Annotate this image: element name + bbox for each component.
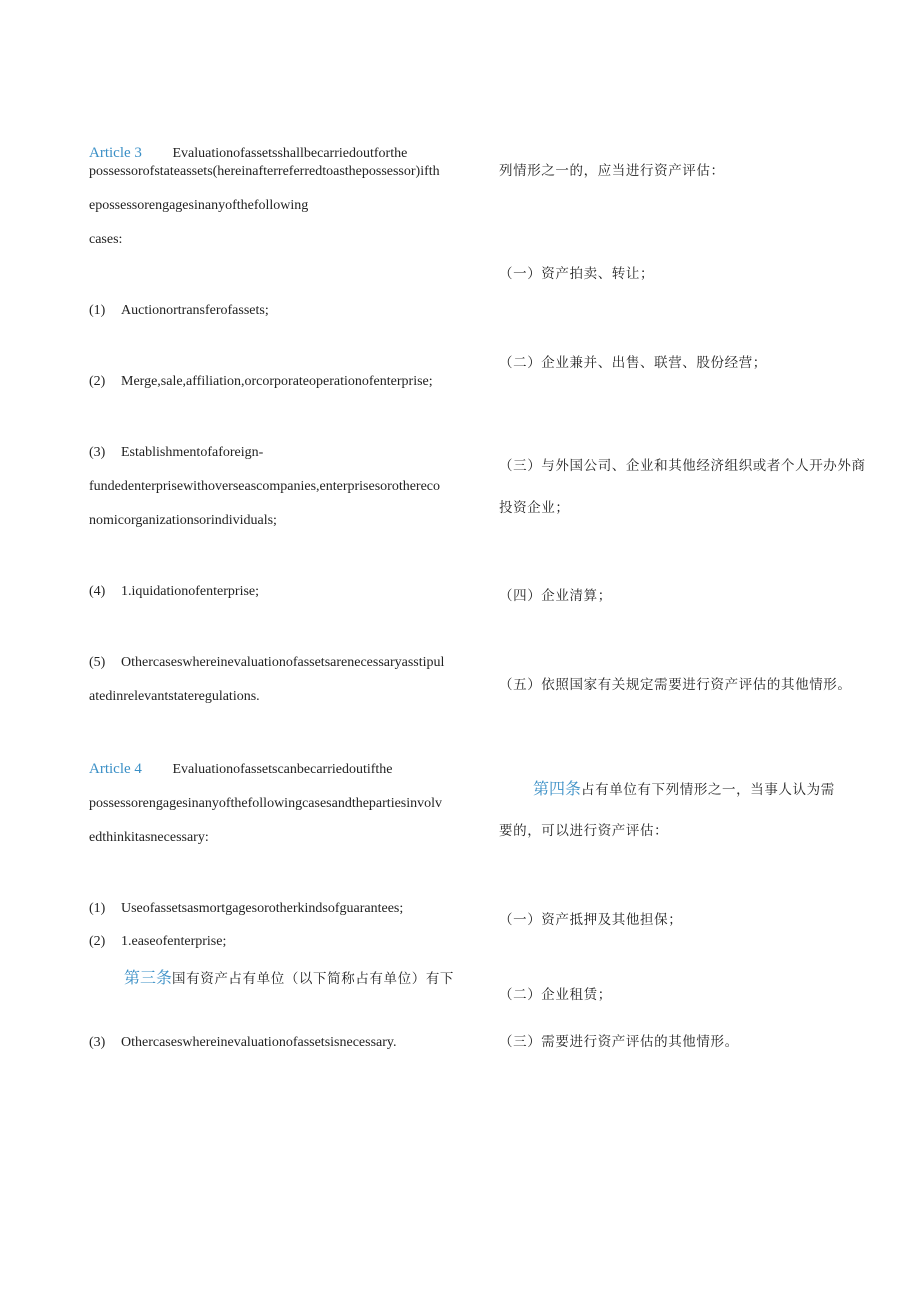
item-text: Othercaseswhereinevaluationofassetsisnecessary. (121, 1035, 397, 1050)
item-number: (3) (89, 445, 106, 460)
list-item (89, 583, 259, 601)
item-number: (2) (89, 934, 106, 949)
item-text-continued: nomicorganizationsorindividuals; (89, 513, 277, 528)
cn-line: （五）依照国家有关规定需要进行资产评估的其他情形。 (499, 677, 852, 693)
article-3-line-1: Evaluationofassetsshallbecarriedoutforthe (172, 146, 408, 161)
item-number: (2) (89, 374, 106, 389)
cn-line: （三）与外国公司、企业和其他经济组织或者个人开办外商 (499, 458, 866, 474)
item-number: (3) (89, 1035, 106, 1050)
article-4-cn-heading (533, 778, 835, 802)
list-item (89, 444, 263, 462)
article-4-cn-label: 第四条 (533, 779, 582, 798)
article-4-cn-text: 占有单位有下列情形之一，当事人认为需 (581, 782, 835, 798)
item-text-continued: fundedenterprisewithoverseascompanies,enterprisesorothereco (89, 479, 441, 494)
item-number: (5) (89, 655, 106, 670)
cn-line: （一）资产抵押及其他担保； (499, 912, 683, 928)
list-item (89, 900, 403, 918)
article-4-line-1: Evaluationofassetscanbecarriedoutifthe (172, 762, 393, 777)
article-4-line-2: possessorengagesinanyofthefollowingcasesandthepartiesinvolv (89, 796, 443, 811)
article-4-line-3: edthinkitasnecessary: (89, 830, 209, 845)
list-item (89, 302, 269, 320)
list-item (89, 1034, 396, 1052)
cn-line: （三）需要进行资产评估的其他情形。 (499, 1034, 739, 1050)
item-text: 1.easeofenterprise; (121, 934, 227, 949)
article-3-line-3: epossessorengagesinanyofthefollowing (89, 198, 309, 213)
cn-line: 投资企业； (499, 500, 570, 516)
item-text: Merge,sale,affiliation,orcorporateoperationofenterprise; (121, 374, 433, 389)
item-text: Othercaseswhereinevaluationofassetsarenecessaryasstipul (121, 655, 445, 670)
item-text: Useofassetsasmortgagesorotherkindsofguarantees; (121, 901, 404, 916)
article-3-cn-label: 第三条 (124, 968, 173, 987)
cn-line: （二）企业租赁； (499, 987, 612, 1003)
article-3-cn-heading (124, 967, 454, 991)
article-3-line-2: possessorofstateassets(hereinafterreferredtoasthepossessor)ifth (89, 164, 440, 179)
cn-line: （四）企业清算； (499, 588, 612, 604)
article-3-label: Article 3 (89, 145, 142, 161)
cn-line: （一）资产拍卖、转让； (499, 266, 655, 282)
cn-line: （二）企业兼并、出售、联营、股份经营； (499, 355, 767, 371)
item-text: Establishmentofaforeign- (121, 445, 264, 460)
article-4-heading (89, 760, 393, 779)
item-text-continued: atedinrelevantstateregulations. (89, 689, 260, 704)
list-item (89, 654, 444, 672)
item-text: 1.iquidationofenterprise; (121, 584, 260, 599)
list-item (89, 373, 433, 391)
cn-line: 列情形之一的，应当进行资产评估： (499, 163, 725, 179)
cn-line: 要的，可以进行资产评估： (499, 823, 669, 839)
article-3-cn-text: 国有资产占有单位（以下简称占有单位）有下 (172, 971, 455, 987)
item-number: (1) (89, 901, 106, 916)
item-number: (1) (89, 303, 106, 318)
item-number: (4) (89, 584, 106, 599)
article-3-line-4: cases: (89, 232, 123, 247)
article-4-label: Article 4 (89, 761, 142, 777)
list-item (89, 933, 226, 951)
article-3-heading (89, 144, 407, 163)
item-text: Auctionortransferofassets; (121, 303, 269, 318)
